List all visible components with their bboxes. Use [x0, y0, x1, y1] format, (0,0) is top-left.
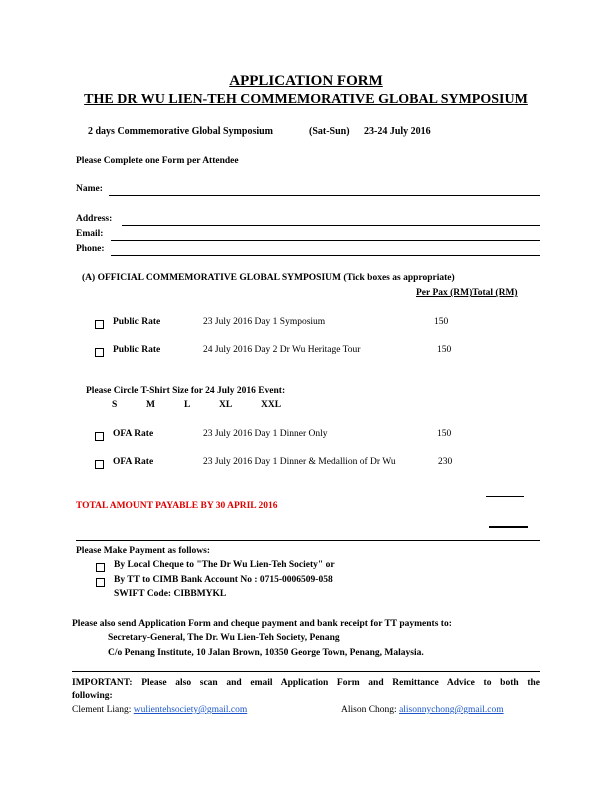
address-label: Address: [76, 214, 113, 224]
divider [72, 671, 540, 672]
tshirt-size-xl[interactable]: XL [219, 400, 233, 410]
item-type: OFA Rate [113, 429, 154, 439]
payment-cheque-checkbox[interactable] [96, 563, 105, 572]
email-label: Email: [76, 229, 104, 239]
total-amount-label: TOTAL AMOUNT PAYABLE BY 30 APRIL 2016 [76, 501, 278, 511]
event-days: (Sat-Sun) [309, 126, 350, 137]
item-type: OFA Rate [113, 457, 154, 467]
payment-heading: Please Make Payment as follows: [76, 546, 211, 556]
total-blank-line[interactable] [486, 496, 524, 497]
item-checkbox[interactable] [95, 460, 104, 469]
name-field[interactable] [109, 195, 540, 196]
item-description: 23 July 2016 Day 1 Symposium [203, 317, 326, 327]
tshirt-size-l[interactable]: L [184, 400, 191, 410]
tshirt-size-m[interactable]: M [146, 400, 155, 410]
phone-label: Phone: [76, 244, 105, 254]
contact-1 [72, 705, 247, 715]
payment-tt-checkbox[interactable] [96, 578, 105, 587]
item-price: 150 [434, 317, 449, 327]
address-field[interactable] [122, 225, 540, 226]
phone-field[interactable] [111, 255, 540, 256]
mailing-address-line2: C/o Penang Institute, 10 Jalan Brown, 10350 George Town, Penang, Malaysia. [108, 648, 424, 658]
item-checkbox[interactable] [95, 320, 104, 329]
form-subtitle: THE DR WU LIEN-TEH COMMEMORATIVE GLOBAL SYMPOSIUM [84, 92, 528, 107]
payment-option-cheque: By Local Cheque to "The Dr Wu Lien-Teh Society" or [114, 560, 335, 570]
contact-2-email-link[interactable]: alisonnychong@gmail.com [399, 705, 504, 715]
email-field[interactable] [111, 240, 540, 241]
item-description: 23 July 2016 Day 1 Dinner & Medallion of Dr Wu [203, 457, 396, 467]
payment-option-tt: By TT to CIMB Bank Account No : 0715-0006509-058 [114, 575, 333, 585]
item-price: 230 [438, 457, 453, 467]
important-note: IMPORTANT: Please also scan and email Application Form and Remittance Advice to both the [72, 678, 540, 688]
form-title: APPLICATION FORM [229, 73, 383, 89]
contact-1-name: Clement Liang: [72, 705, 132, 715]
section-a-heading: (A) OFFICIAL COMMEMORATIVE GLOBAL SYMPOSIUM (Tick boxes as appropriate) [82, 273, 455, 283]
contact-1-email-link[interactable]: wulientehsociety@gmail.com [133, 705, 248, 715]
item-price: 150 [437, 429, 452, 439]
tshirt-prompt: Please Circle T-Shirt Size for 24 July 2016 Event: [86, 386, 286, 396]
event-line: 2 days Commemorative Global Symposium [88, 126, 273, 137]
divider [76, 540, 540, 541]
item-description: 23 July 2016 Day 1 Dinner Only [203, 429, 328, 439]
item-type: Public Rate [113, 345, 161, 355]
mailing-address-line1: Secretary-General, The Dr. Wu Lien-Teh Society, Penang [108, 633, 340, 643]
form-instruction: Please Complete one Form per Attendee [76, 156, 239, 166]
item-checkbox[interactable] [95, 348, 104, 357]
mailing-instruction: Please also send Application Form and cheque payment and bank receipt for TT payments to: [72, 619, 452, 629]
tshirt-size-s[interactable]: S [112, 400, 118, 410]
important-note-continued: following: [72, 691, 113, 701]
contact-2 [341, 705, 504, 715]
item-description: 24 July 2016 Day 2 Dr Wu Heritage Tour [203, 345, 361, 355]
price-column-header: Per Pax (RM)Total (RM) [416, 288, 518, 298]
item-checkbox[interactable] [95, 432, 104, 441]
item-type: Public Rate [113, 317, 161, 327]
item-price: 150 [437, 345, 452, 355]
total-field-line[interactable] [489, 526, 528, 528]
tshirt-size-xxl[interactable]: XXL [261, 400, 282, 410]
contact-2-name: Alison Chong: [341, 705, 397, 715]
event-dates: 23-24 July 2016 [364, 126, 431, 137]
name-label: Name: [76, 184, 103, 194]
swift-code: SWIFT Code: CIBBMYKL [114, 589, 227, 599]
